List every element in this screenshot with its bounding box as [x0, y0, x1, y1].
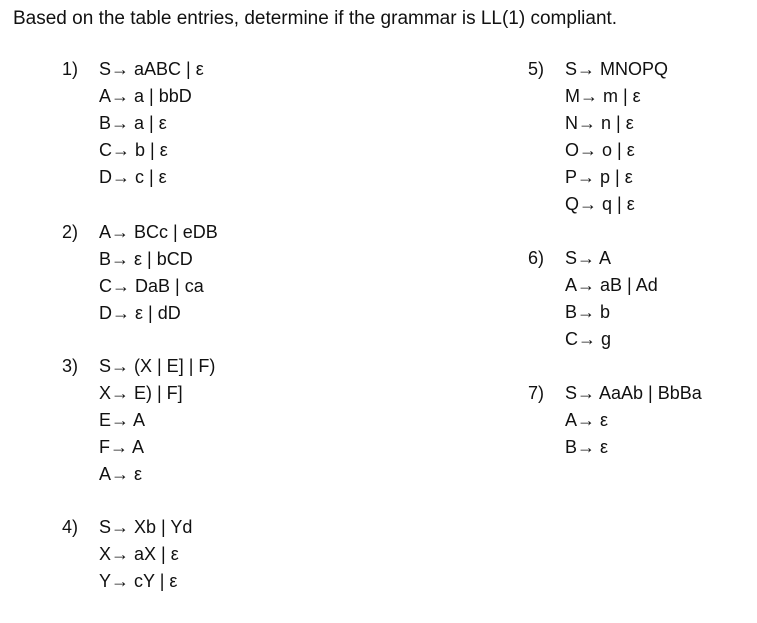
grammar-rule: [62, 541, 192, 568]
grammar-rule: [62, 137, 204, 164]
production: N→ n | ε: [565, 113, 634, 133]
grammar-rule: [528, 407, 702, 434]
production: F→ A: [99, 437, 145, 457]
grammar-rule: [528, 137, 668, 164]
grammar-rule: [62, 219, 218, 246]
grammar-rule: [528, 191, 668, 218]
production: A→ aB | Ad: [565, 275, 658, 295]
grammar-problem-6: [528, 245, 658, 353]
grammar-rule: [62, 353, 215, 380]
grammar-rule: [62, 83, 204, 110]
grammar-rule: [528, 380, 702, 407]
production: P→ p | ε: [565, 167, 633, 187]
production: E→ A: [99, 410, 146, 430]
grammar-rule: [528, 83, 668, 110]
problem-number: 1): [62, 59, 79, 79]
production: S→ AaAb | BbBa: [565, 383, 702, 403]
grammar-rule: [62, 380, 215, 407]
production: B→ a | ε: [99, 113, 167, 133]
problem-number: 7): [528, 383, 545, 403]
grammar-rule: [62, 461, 215, 488]
production: A→ ε: [565, 410, 609, 430]
production: C→ b | ε: [99, 140, 168, 160]
problem-number: 6): [528, 248, 545, 268]
production: Q→ q | ε: [565, 194, 635, 214]
production: S→ MNOPQ: [565, 59, 669, 79]
grammar-rule: [62, 514, 192, 541]
production: A→ BCc | eDB: [99, 222, 218, 242]
production: Y→ cY | ε: [99, 571, 178, 591]
production: S→ A: [565, 248, 612, 268]
grammar-rule: [62, 273, 218, 300]
grammar-rule: [528, 56, 668, 83]
production: X→ aX | ε: [99, 544, 179, 564]
grammar-rule: [62, 568, 192, 595]
problem-number: 3): [62, 356, 79, 376]
grammar-rule: [62, 407, 215, 434]
production: D→ c | ε: [99, 167, 167, 187]
production: M→ m | ε: [565, 86, 641, 106]
production: A→ ε: [99, 464, 143, 484]
production: S→ Xb | Yd: [99, 517, 193, 537]
grammar-rule: [62, 56, 204, 83]
grammar-rule: [528, 110, 668, 137]
grammar-problem-1: [62, 56, 204, 191]
production: B→ ε | bCD: [99, 249, 193, 269]
grammar-rule: [528, 272, 658, 299]
production: X→ E) | F]: [99, 383, 183, 403]
production: C→ DaB | ca: [99, 276, 204, 296]
grammar-rule: [528, 326, 658, 353]
page-title: Based on the table entries, determine if the grammar is LL(1) compliant.: [13, 8, 618, 29]
grammar-problem-4: [62, 514, 192, 595]
grammar-problem-3: [62, 353, 215, 488]
grammar-rule: [528, 164, 668, 191]
grammar-rule: [62, 164, 204, 191]
grammar-problem-2: [62, 219, 218, 327]
grammar-rule: [62, 300, 218, 327]
problem-number: 2): [62, 222, 79, 242]
problem-number: 4): [62, 517, 79, 537]
grammar-problem-7: [528, 380, 702, 461]
grammar-rule: [62, 110, 204, 137]
grammar-problem-5: [528, 56, 668, 218]
grammar-rule: [528, 299, 658, 326]
production: D→ ε | dD: [99, 303, 181, 323]
production: S→ aABC | ε: [99, 59, 204, 79]
grammar-rule: [62, 434, 215, 461]
production: A→ a | bbD: [99, 86, 192, 106]
production: S→ (X | E] | F): [99, 356, 216, 376]
grammar-rule: [528, 245, 658, 272]
production: B→ ε: [565, 437, 609, 457]
production: C→ g: [565, 329, 612, 349]
problem-number: 5): [528, 59, 545, 79]
production: B→ b: [565, 302, 611, 322]
grammar-rule: [528, 434, 702, 461]
grammar-rule: [62, 246, 218, 273]
production: O→ o | ε: [565, 140, 635, 160]
